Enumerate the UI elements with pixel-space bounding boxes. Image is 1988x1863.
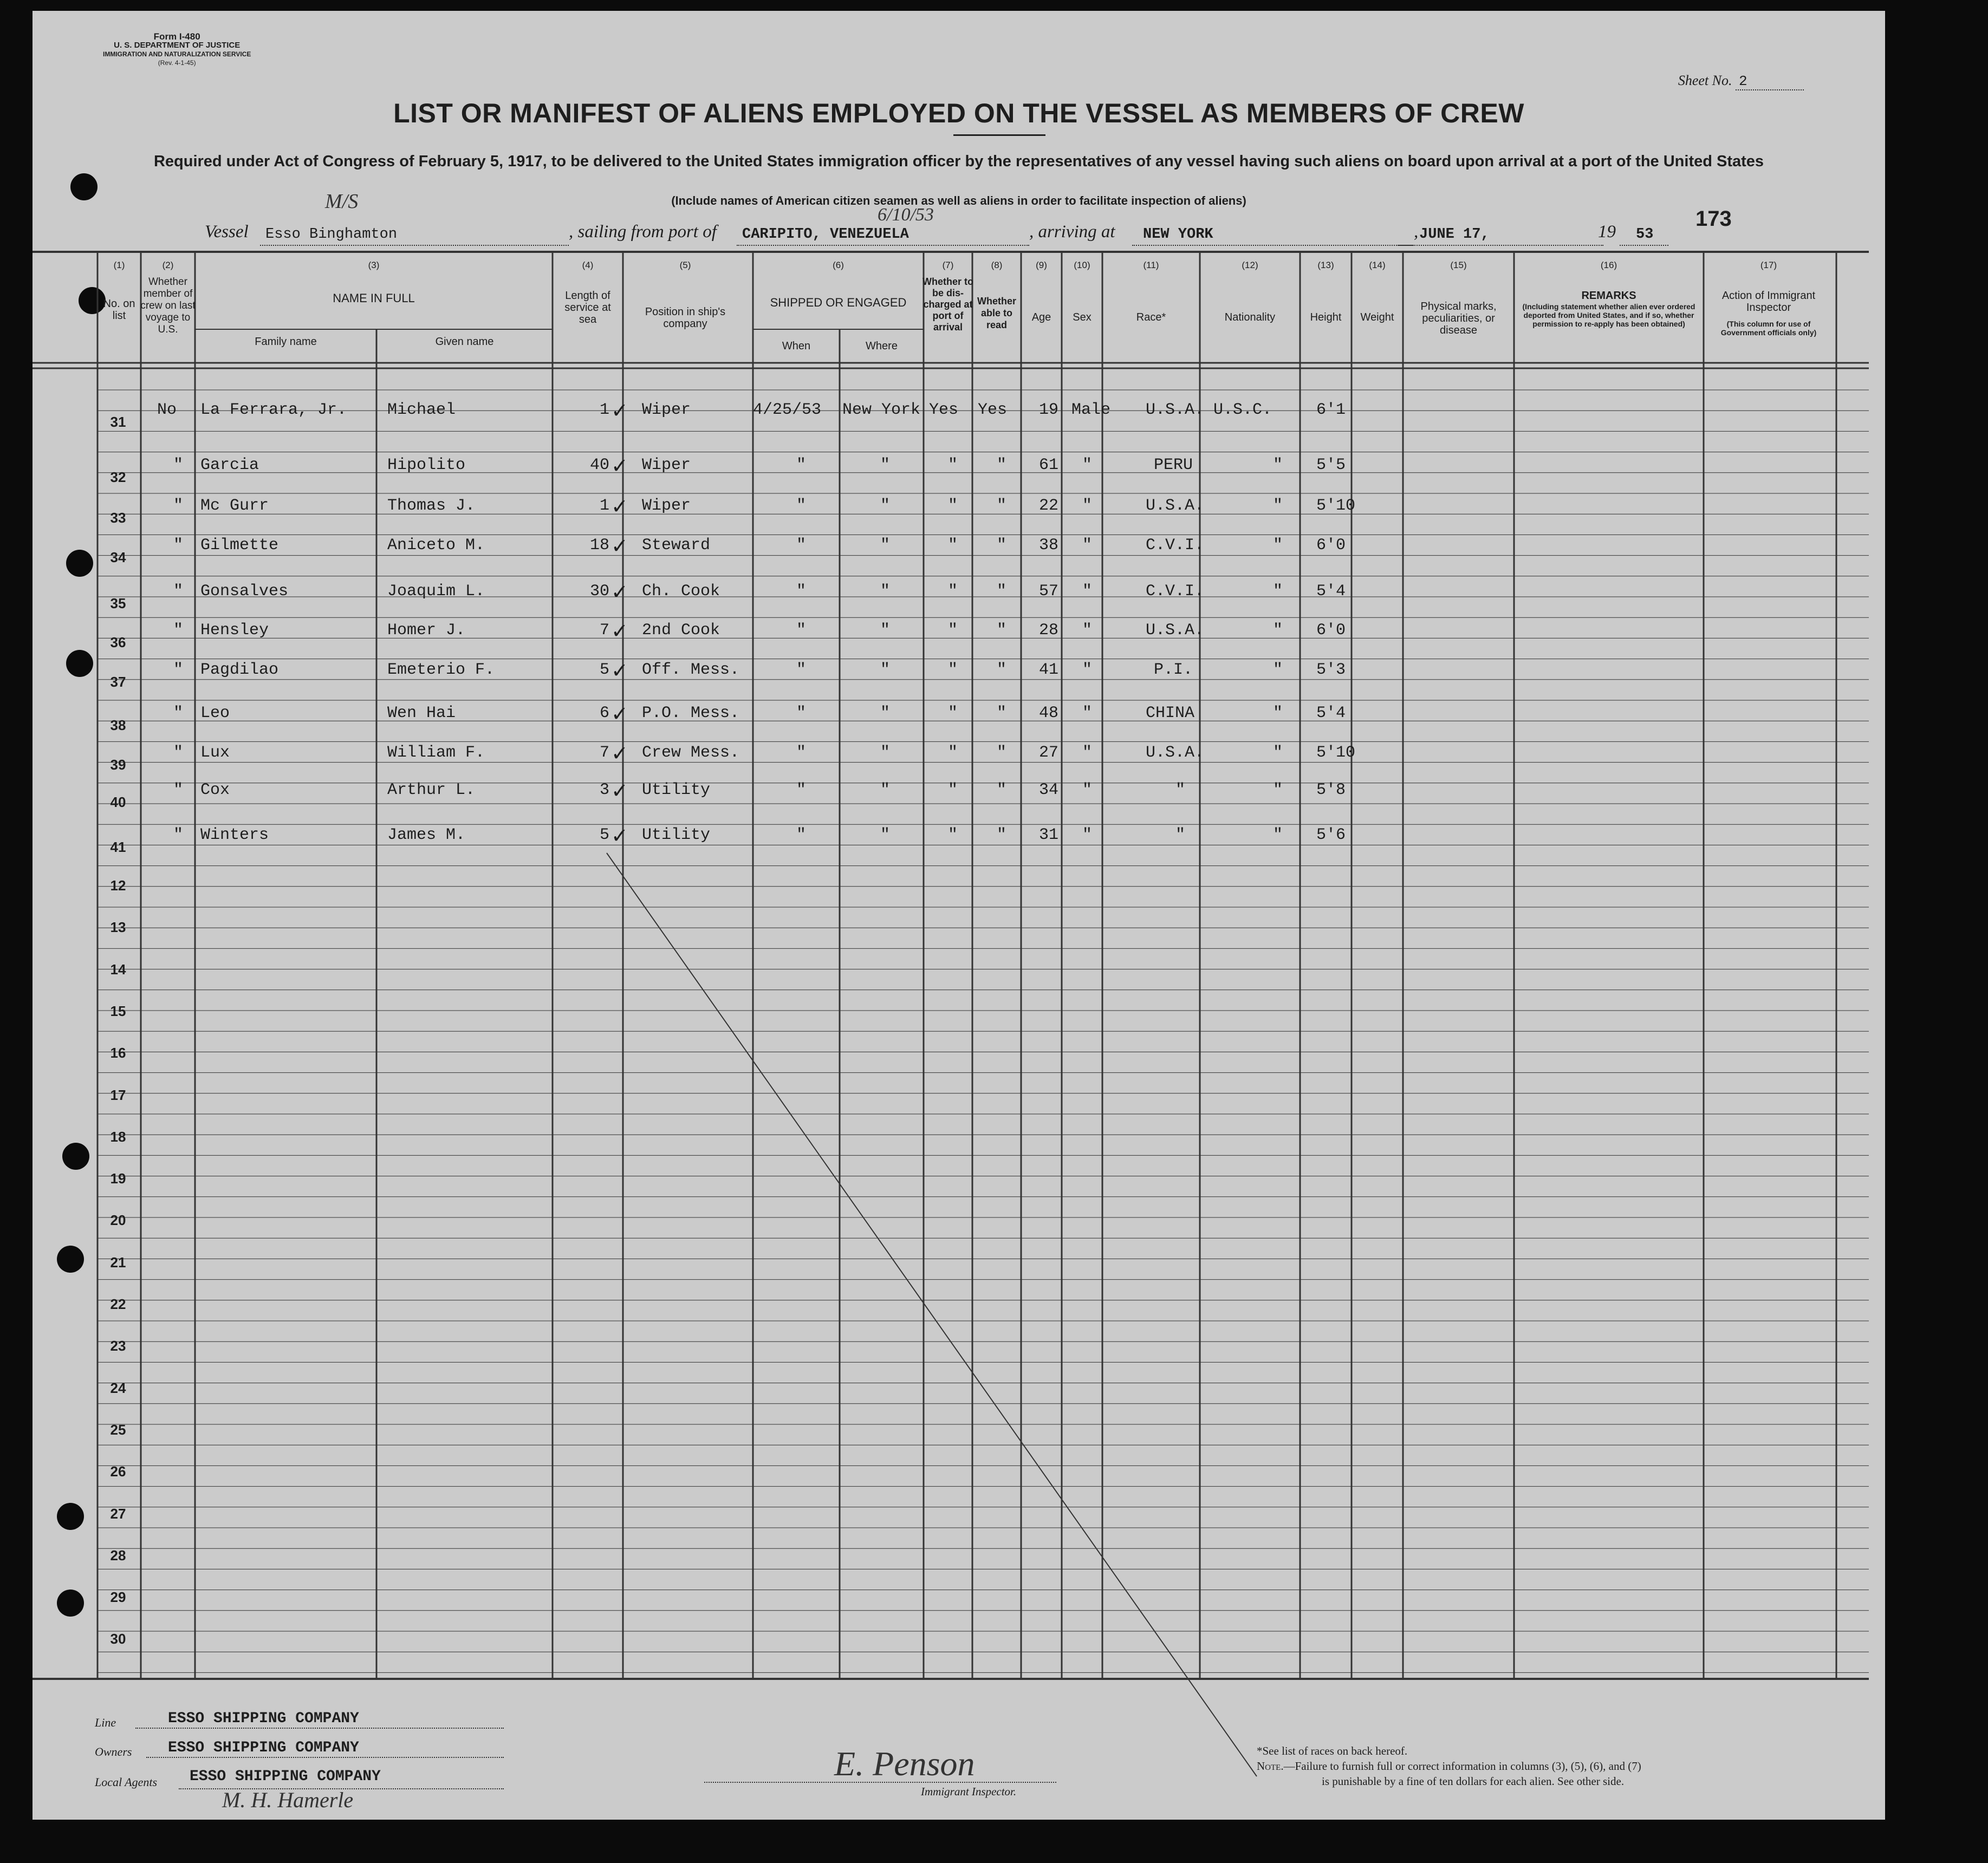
vessel-handwriting: M/S: [325, 190, 359, 213]
row-number: 24: [110, 1379, 126, 1396]
row-prev-voyage: ": [173, 781, 184, 799]
subtitle-note: (Include names of American citizen seamen as well as aliens in order to facilitate inspection of aliens): [671, 194, 1246, 207]
row-number: 39: [110, 757, 126, 773]
row-shipped-where: ": [880, 497, 891, 515]
stamp-number: 173: [1695, 207, 1732, 231]
check-mark-icon: ✓: [611, 659, 628, 682]
col16-subheader: (Including statement whether alien ever ordered deported from United States, and if so, whether permission to re-apply has been obtained): [1522, 302, 1695, 328]
row-given-name: Joaquim L.: [387, 582, 485, 601]
cancellation-line: [607, 853, 1257, 1776]
row-sex: ": [1082, 704, 1093, 722]
line-label: Line: [95, 1716, 116, 1729]
check-mark-icon: ✓: [611, 702, 628, 726]
note-text: —Failure to furnish full or correct information in columns (3), (5), (6), and (7): [1283, 1760, 1641, 1773]
inspector-signature: E. Penson: [834, 1744, 975, 1783]
row-given-name: Aniceto M.: [387, 536, 485, 555]
col17-header: Action of Immigrant Inspector: [1721, 290, 1816, 314]
row-number: 32: [110, 469, 126, 485]
row-service-length: 6: [599, 704, 609, 722]
row-height: 5'6: [1316, 826, 1346, 844]
col11-header: Race*: [1136, 311, 1166, 323]
row-service-length: 5: [599, 661, 609, 679]
year-prefix: 19: [1598, 222, 1616, 242]
check-mark-icon: ✓: [611, 494, 628, 518]
row-height: 5'8: [1316, 781, 1346, 799]
row-number: 20: [110, 1212, 126, 1229]
row-position: P.O. Mess.: [642, 704, 740, 722]
row-nationality: ": [1273, 456, 1283, 474]
agent-signature: M. H. Hamerle: [222, 1788, 354, 1812]
row-service-length: 18: [589, 536, 609, 555]
row-discharged: ": [948, 661, 958, 679]
row-race: U.S.A.: [1146, 401, 1205, 419]
row-number: 21: [110, 1254, 126, 1271]
row-race: ": [1175, 826, 1186, 844]
row-height: 5'3: [1316, 661, 1346, 679]
row-number: 22: [110, 1296, 126, 1312]
row-prev-voyage: ": [173, 582, 184, 601]
row-family-name: Garcia: [200, 456, 259, 474]
check-mark-icon: ✓: [611, 741, 628, 765]
row-sex: ": [1082, 744, 1093, 762]
row-nationality: ": [1273, 704, 1283, 722]
row-number: 38: [110, 717, 126, 733]
row-age: 27: [1039, 744, 1059, 762]
row-number: 19: [110, 1170, 126, 1187]
row-number: 25: [110, 1421, 126, 1438]
col12-number: (12): [1242, 260, 1258, 270]
row-sex: Male: [1071, 401, 1111, 419]
row-number: 41: [110, 839, 126, 855]
race-note: *See list of races on back hereof.: [1257, 1744, 1408, 1757]
row-shipped-when: ": [796, 744, 807, 762]
row-able-read: ": [997, 781, 1007, 799]
row-number: 23: [110, 1338, 126, 1354]
col10-header: Sex: [1073, 311, 1092, 323]
row-prev-voyage: ": [173, 456, 184, 474]
row-given-name: Homer J.: [387, 621, 466, 640]
row-family-name: Hensley: [200, 621, 269, 640]
row-height: 5'4: [1316, 582, 1346, 601]
row-nationality: ": [1273, 826, 1283, 844]
arrival-date: JUNE 17,: [1419, 226, 1490, 243]
row-given-name: Emeterio F.: [387, 661, 495, 679]
row-able-read: Yes: [978, 401, 1008, 419]
row-able-read: ": [997, 826, 1007, 844]
row-number: 14: [110, 961, 126, 978]
row-sex: ": [1082, 826, 1093, 844]
row-discharged: ": [948, 826, 958, 844]
row-discharged: Yes: [929, 401, 959, 419]
row-service-length: 40: [589, 456, 609, 474]
col10-number: (10): [1074, 260, 1090, 270]
form-number: Form I-480: [153, 31, 200, 42]
col8-number: (8): [991, 260, 1003, 270]
col7-header: Whether to be dis-charged at port of arrival: [922, 276, 973, 333]
row-given-name: Arthur L.: [387, 781, 476, 799]
page-title: LIST OR MANIFEST OF ALIENS EMPLOYED ON THE VESSEL AS MEMBERS OF CREW: [393, 98, 1524, 128]
col13-number: (13): [1317, 260, 1334, 270]
row-given-name: William F.: [387, 744, 485, 762]
row-shipped-where: ": [880, 582, 891, 601]
owners-underline: [146, 1757, 504, 1758]
row-race: C.V.I.: [1146, 582, 1205, 601]
row-race: PERU: [1154, 456, 1193, 474]
row-number: 17: [110, 1086, 126, 1103]
row-discharged: ": [948, 497, 958, 515]
row-shipped-where: New York: [842, 401, 921, 419]
row-prev-voyage: ": [173, 497, 184, 515]
row-number: 28: [110, 1547, 126, 1564]
col17-number: (17): [1760, 260, 1777, 270]
row-age: 41: [1039, 661, 1059, 679]
row-age: 31: [1039, 826, 1059, 844]
row-family-name: Cox: [200, 781, 230, 799]
row-age: 57: [1039, 582, 1059, 601]
row-given-name: James M.: [387, 826, 466, 844]
col1-number: (1): [113, 260, 125, 270]
row-shipped-where: ": [880, 456, 891, 474]
col6-number: (6): [833, 260, 844, 270]
row-service-length: 30: [589, 582, 609, 601]
row-height: 6'0: [1316, 621, 1346, 640]
row-family-name: Gonsalves: [200, 582, 289, 601]
departure-port: CARIPITO, VENEZUELA: [742, 226, 909, 243]
col3-header: NAME IN FULL: [333, 291, 415, 305]
row-height: 6'1: [1316, 401, 1346, 419]
row-number: 29: [110, 1589, 126, 1606]
row-shipped-where: ": [880, 536, 891, 555]
col9-header: Age: [1031, 311, 1051, 323]
check-mark-icon: ✓: [611, 824, 628, 848]
row-race: ": [1175, 781, 1186, 799]
owners-value: ESSO SHIPPING COMPANY: [168, 1740, 359, 1756]
row-nationality: ": [1273, 621, 1283, 640]
row-sex: ": [1082, 781, 1093, 799]
row-height: 5'10: [1316, 497, 1356, 515]
row-prev-voyage: No: [157, 401, 177, 419]
row-nationality: ": [1273, 582, 1283, 601]
row-family-name: Gilmette: [200, 536, 279, 555]
row-sex: ": [1082, 456, 1093, 474]
row-number: 30: [110, 1631, 126, 1647]
line-value: ESSO SHIPPING COMPANY: [168, 1710, 359, 1727]
agents-value: ESSO SHIPPING COMPANY: [190, 1768, 381, 1785]
col6-where: Where: [866, 340, 898, 352]
row-discharged: ": [948, 456, 958, 474]
row-service-length: 1: [599, 497, 609, 515]
row-family-name: Lux: [200, 744, 230, 762]
row-able-read: ": [997, 621, 1007, 640]
row-position: Off. Mess.: [642, 661, 740, 679]
row-race: C.V.I.: [1146, 536, 1205, 555]
col9-number: (9): [1036, 260, 1047, 270]
row-able-read: ": [997, 744, 1007, 762]
arrival-year: 53: [1636, 226, 1654, 243]
row-able-read: ": [997, 704, 1007, 722]
vessel-label: Vessel: [205, 222, 249, 242]
row-family-name: Mc Gurr: [200, 497, 269, 515]
col5-number: (5): [679, 260, 691, 270]
row-number: 12: [110, 877, 126, 894]
row-discharged: ": [948, 621, 958, 640]
col14-number: (14): [1369, 260, 1386, 270]
row-number: 18: [110, 1128, 126, 1145]
row-able-read: ": [997, 536, 1007, 555]
row-height: 5'10: [1316, 744, 1356, 762]
row-discharged: ": [948, 744, 958, 762]
row-race: U.S.A.: [1146, 744, 1205, 762]
row-nationality: ": [1273, 497, 1283, 515]
row-shipped-where: ": [880, 621, 891, 640]
row-given-name: Michael: [387, 401, 456, 419]
col3-given: Given name: [435, 336, 494, 348]
line-underline: [135, 1728, 504, 1729]
row-able-read: ": [997, 582, 1007, 601]
row-family-name: La Ferrara, Jr.: [200, 401, 347, 419]
row-able-read: ": [997, 456, 1007, 474]
row-age: 22: [1039, 497, 1059, 515]
col11-number: (11): [1143, 260, 1159, 270]
subtitle: Required under Act of Congress of February 5, 1917, to be delivered to the United States immigration officer by the representatives of any vessel having such aliens on board upon arrival at a port of the United States: [153, 153, 1764, 170]
row-given-name: Hipolito: [387, 456, 466, 474]
col16-number: (16): [1600, 260, 1617, 270]
row-nationality: U.S.C.: [1213, 401, 1272, 419]
inspector-label: Immigrant Inspector.: [921, 1785, 1017, 1798]
row-sex: ": [1082, 661, 1093, 679]
row-position: Utility: [642, 826, 711, 844]
row-shipped-when: ": [796, 536, 807, 555]
check-mark-icon: ✓: [611, 580, 628, 604]
row-race: CHINA: [1146, 704, 1195, 722]
manifest-sheet: Form I-480 U. S. DEPARTMENT OF JUSTICE IMMIGRATION AND NATURALIZATION SERVICE (Rev. 4-1-45) Sheet No. 2 LIST OR MANIFEST OF ALIENS EMPLOYED ON THE VESSEL AS MEMBERS OF CREW Required under Act of Congress of February 5, 1917, to be delivered to the United States immigration officer by the representatives of any vessel having such aliens on board upon arrival at a port of the United States (Include names of American citizen seamen as well as aliens in order to facilitate inspection of aliens) Vessel Esso Binghamton M/S , sailing from port of CARIPITO, VENEZUELA 6/10/53 , arriving at NEW YORK , JUNE 17, 19 53 173 (1) No. on list (2) Whether member of crew on last voyage to U.S. (3) NAME IN FULL Family name Given name (4) Length of service at sea (5) Position in ship's company (6) SHIPPED OR ENGAGED When Where (7) Whether to be dis-charged at port of arrival (8) Whether able to read (9) Age (10) Sex (11) Race* (12) Nationality (13) Height (14) Weight (15) Physical marks, peculiarities, or disease (16) REMARKS (Including statement whether alien ever ordered deported from United States, and if so, whether permission to re-apply has been obtained) (17) Action of Immigrant Inspector (This column for use of Government officials only) 31 No La Ferrara, Jr. Michael 1 Wiper 4/25/53 New York Yes Yes 19 Male U.S.A. U.S.C. 6'1 ✓ 32 " Garcia Hipolito 40 Wiper " " " " 61 " PERU " 5'5 ✓ 33 " Mc Gurr Thomas J. 1 Wiper " " " " 22 " U.S.A. " 5'10 ✓ 34 " Gilmette Aniceto M. 18 Steward " " " " 38 " C.V.I. " 6'0 ✓ 35 " Gonsalves Joaquim L. 30 Ch. Cook " " " " 57 " C.V.I. " 5'4 ✓ 36 " Hensley Homer J. 7 2nd Cook " " " " 28 " U.S.A. " 6'0 ✓ 37 " Pagdilao Emeterio F. 5 Off. Mess. " " " " 41 " P.I. " 5'3 ✓ 38 " Leo Wen Hai 6 P.O. Mess. " " " " 48 " CHINA " 5'4 ✓ 39 " Lux William F. 7 Crew Mess. " " " " 27 " U.S.A. " 5'10 ✓ 40 " Cox Arthur L. 3 Utility " " " " 34 " " " 5'8 ✓ 41 " Winters James M. 5 Utility " " " " 31 " " " 5'6 ✓ 12 13 14 15 16 17 18 19 20 21 22 23 24 25 26 27 28 29 30 Line ESSO SHIPPING COMPANY Owners ESSO SHIPPING COMPANY Local Agents ESSO SHIPPING COMPANY M. H. Hamerle E. Penson Immigrant Inspector. *See list of races on back hereof. Note.—Failure to furnish full or correct information in columns (3), (5), (6), and (7) is punishable by a fine of ten dollars for each alien. See other side.: [33, 11, 1885, 1820]
row-race: P.I.: [1154, 661, 1193, 679]
row-family-name: Leo: [200, 704, 230, 722]
col7-number: (7): [942, 260, 954, 270]
row-prev-voyage: ": [173, 621, 184, 640]
col3-family: Family name: [255, 336, 317, 348]
col6-when: When: [782, 340, 811, 352]
row-number: 37: [110, 674, 126, 690]
note-label: Note.: [1257, 1760, 1284, 1773]
col14-header: Weight: [1360, 311, 1394, 323]
arriving-label: , arriving at: [1029, 222, 1115, 242]
row-family-name: Winters: [200, 826, 269, 844]
row-able-read: ": [997, 661, 1007, 679]
row-age: 48: [1039, 704, 1059, 722]
col3-number: (3): [368, 260, 380, 270]
row-number: 33: [110, 510, 126, 526]
row-number: 26: [110, 1463, 126, 1480]
inspector-underline: [704, 1782, 1056, 1783]
check-mark-icon: ✓: [611, 454, 628, 478]
row-position: 2nd Cook: [642, 621, 720, 640]
row-nationality: ": [1273, 661, 1283, 679]
row-service-length: 5: [599, 826, 609, 844]
sheet-value: 2: [1736, 73, 1804, 90]
row-number: 34: [110, 549, 126, 565]
row-sex: ": [1082, 621, 1093, 640]
fine-note: [1257, 1759, 1641, 1773]
sailing-label: , sailing from port of: [569, 222, 717, 242]
row-position: Wiper: [642, 401, 691, 419]
row-nationality: ": [1273, 536, 1283, 555]
row-position: Steward: [642, 536, 711, 555]
row-number: 15: [110, 1002, 126, 1019]
row-shipped-when: ": [796, 781, 807, 799]
row-given-name: Wen Hai: [387, 704, 456, 722]
row-race: U.S.A.: [1146, 621, 1205, 640]
row-service-length: 3: [599, 781, 609, 799]
row-shipped-when: 4/25/53: [753, 401, 822, 419]
arrival-port: NEW YORK: [1143, 226, 1213, 243]
row-shipped-when: ": [796, 582, 807, 601]
row-prev-voyage: ": [173, 826, 184, 844]
col2-number: (2): [162, 260, 174, 270]
row-sex: ": [1082, 536, 1093, 555]
sheet-label: Sheet No.: [1678, 73, 1732, 88]
col12-header: Nationality: [1224, 311, 1276, 323]
row-age: 28: [1039, 621, 1059, 640]
row-discharged: ": [948, 536, 958, 555]
check-mark-icon: ✓: [611, 619, 628, 643]
row-discharged: ": [948, 704, 958, 722]
row-number: 36: [110, 634, 126, 650]
row-prev-voyage: ": [173, 536, 184, 555]
row-age: 38: [1039, 536, 1059, 555]
row-sex: ": [1082, 582, 1093, 601]
agents-label: Local Agents: [95, 1775, 158, 1789]
row-shipped-where: ": [880, 661, 891, 679]
col5-header: Position in ship's company: [645, 306, 726, 330]
row-number: 40: [110, 794, 126, 810]
row-discharged: ": [948, 582, 958, 601]
departure-date-handwriting: 6/10/53: [878, 205, 934, 225]
service: IMMIGRATION AND NATURALIZATION SERVICE: [103, 50, 251, 58]
col8-header: Whether able to read: [977, 296, 1016, 330]
row-discharged: ": [948, 781, 958, 799]
row-age: 34: [1039, 781, 1059, 799]
col4-header: Length of service at sea: [564, 290, 611, 325]
row-shipped-when: ": [796, 621, 807, 640]
row-number: 16: [110, 1045, 126, 1061]
row-prev-voyage: ": [173, 661, 184, 679]
row-position: Wiper: [642, 456, 691, 474]
col1-header: No. on list: [103, 298, 135, 322]
fine-note-2: is punishable by a fine of ten dollars for each alien. See other side.: [1322, 1775, 1625, 1788]
row-height: 5'4: [1316, 704, 1346, 722]
check-mark-icon: ✓: [611, 399, 628, 422]
row-service-length: 7: [599, 621, 609, 640]
row-height: 5'5: [1316, 456, 1346, 474]
row-shipped-when: ": [796, 497, 807, 515]
row-shipped-when: ": [796, 661, 807, 679]
col16-header: REMARKS: [1581, 290, 1636, 302]
col6-header: SHIPPED OR ENGAGED: [770, 296, 907, 309]
col13-header: Height: [1310, 311, 1342, 323]
row-given-name: Thomas J.: [387, 497, 476, 515]
row-shipped-when: ": [796, 704, 807, 722]
row-number: 13: [110, 919, 126, 936]
col2-header: Whether member of crew on last voyage to U.S.: [140, 276, 196, 335]
check-mark-icon: ✓: [611, 779, 628, 803]
row-able-read: ": [997, 497, 1007, 515]
row-number: 31: [110, 414, 126, 430]
row-shipped-where: ": [880, 781, 891, 799]
col4-number: (4): [582, 260, 594, 270]
row-number: 35: [110, 595, 126, 611]
row-position: Ch. Cook: [642, 582, 720, 601]
row-shipped-where: ": [880, 704, 891, 722]
row-height: 6'0: [1316, 536, 1346, 555]
row-shipped-when: ": [796, 826, 807, 844]
row-shipped-where: ": [880, 826, 891, 844]
vessel-name: Esso Binghamton: [265, 226, 398, 243]
row-family-name: Pagdilao: [200, 661, 279, 679]
col17-subheader: (This column for use of Government officials only): [1720, 320, 1817, 337]
department: U. S. DEPARTMENT OF JUSTICE: [114, 41, 241, 50]
row-service-length: 7: [599, 744, 609, 762]
row-shipped-where: ": [880, 744, 891, 762]
row-nationality: ": [1273, 744, 1283, 762]
row-position: Utility: [642, 781, 711, 799]
row-prev-voyage: ": [173, 744, 184, 762]
row-race: U.S.A.: [1146, 497, 1205, 515]
row-age: 61: [1039, 456, 1059, 474]
row-shipped-when: ": [796, 456, 807, 474]
row-sex: ": [1082, 497, 1093, 515]
row-service-length: 1: [599, 401, 609, 419]
col15-number: (15): [1450, 260, 1467, 270]
check-mark-icon: ✓: [611, 534, 628, 558]
owners-label: Owners: [95, 1745, 132, 1758]
row-nationality: ": [1273, 781, 1283, 799]
row-number: 27: [110, 1505, 126, 1522]
row-position: Wiper: [642, 497, 691, 515]
row-age: 19: [1039, 401, 1059, 419]
col15-header: Physical marks, peculiarities, or disease: [1420, 301, 1497, 336]
row-position: Crew Mess.: [642, 744, 740, 762]
revision: (Rev. 4-1-45): [158, 59, 196, 67]
row-prev-voyage: ": [173, 704, 184, 722]
